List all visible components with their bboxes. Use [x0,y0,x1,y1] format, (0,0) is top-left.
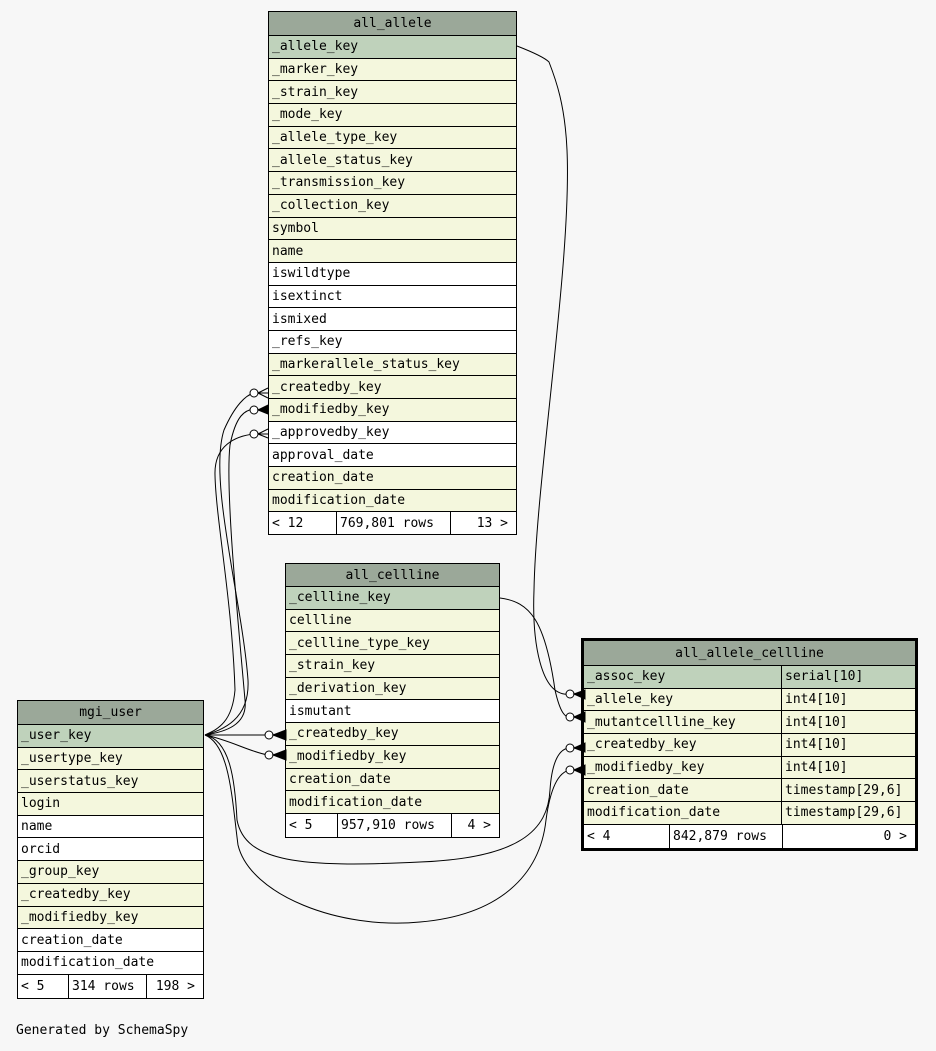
column-type: serial[10] [781,666,915,688]
row-count: 957,910 rows [337,814,451,837]
column-row[interactable] [269,81,516,104]
column-name: approval_date [272,447,374,463]
column-name: creation_date [289,771,391,787]
parent-count[interactable]: < 12 [272,515,304,531]
column-type: int4[10] [781,711,915,733]
column-row[interactable] [18,884,203,907]
column-name: isextinct [272,288,343,304]
column-name: _modifiedby_key [272,402,390,418]
column-row[interactable] [269,36,516,59]
column-name: modification_date [21,955,155,971]
column-row[interactable] [269,104,516,127]
column-name: _allele_key [272,39,359,55]
column-row[interactable] [269,354,516,377]
column-name: _cellline_type_key [289,635,430,651]
child-count[interactable]: 0 > [782,825,915,848]
column-row[interactable] [269,195,516,218]
column-name: _createdby_key [272,379,382,395]
column-row[interactable] [286,791,499,814]
column-row[interactable] [584,734,915,757]
column-type: int4[10] [781,757,915,779]
column-name: _createdby_key [21,887,131,903]
table-title: mgi_user [18,701,203,725]
table-footer [18,975,203,998]
column-type: timestamp[29,6] [781,779,915,801]
column-row[interactable] [286,587,499,610]
column-name: _assoc_key [587,669,666,685]
column-row[interactable] [18,952,203,975]
column-name: _createdby_key [587,737,697,753]
column-row[interactable] [286,746,499,769]
child-count[interactable]: 4 > [451,814,499,837]
table-all-allele[interactable] [268,11,517,535]
column-row[interactable] [286,678,499,701]
parent-count[interactable]: < 5 [289,817,313,833]
column-row[interactable] [584,711,915,734]
link-allele-to-assoc [517,46,570,694]
column-name: creation_date [587,782,689,798]
column-row[interactable] [584,689,915,712]
column-name: symbol [272,220,319,236]
column-row[interactable] [584,779,915,802]
column-name: _strain_key [272,84,359,100]
column-row[interactable] [18,770,203,793]
link-cellline-to-assoc [500,598,572,717]
table-title: all_allele [269,12,516,36]
column-name: modification_date [272,493,406,509]
column-row[interactable] [286,610,499,633]
column-name: creation_date [272,470,374,486]
column-row[interactable] [269,467,516,490]
column-row[interactable] [269,308,516,331]
column-name: _group_key [21,864,100,880]
column-name: _derivation_key [289,681,407,697]
column-row[interactable] [269,399,516,422]
row-count: 842,879 rows [669,825,782,848]
column-type: int4[10] [781,734,915,756]
column-row[interactable] [269,263,516,286]
column-row[interactable] [269,444,516,467]
column-row[interactable] [18,725,203,748]
column-name: _allele_key [587,692,674,708]
row-count: 769,801 rows [336,512,450,534]
column-name: cellline [289,613,352,629]
table-footer [286,814,499,837]
column-row[interactable] [18,793,203,816]
column-name: _transmission_key [272,175,406,191]
column-name: ismixed [272,311,327,327]
column-row[interactable] [18,861,203,884]
column-name: ismutant [289,703,352,719]
column-name: name [272,243,304,259]
link-user-to-cellline-modifiedby [205,735,268,755]
table-footer [269,512,516,534]
column-row[interactable] [286,655,499,678]
table-footer [584,825,915,848]
column-name: _user_key [21,728,92,744]
column-name: _cellline_key [289,590,391,606]
column-name: _modifiedby_key [21,909,139,925]
column-row[interactable] [269,490,516,513]
column-row[interactable] [18,816,203,839]
credit-text: Generated by SchemaSpy [16,1023,189,1038]
column-name: login [21,796,61,812]
table-all-allele-cellline[interactable] [581,638,918,851]
column-row[interactable] [286,632,499,655]
column-name: _marker_key [272,62,359,78]
column-name: _markerallele_status_key [272,356,460,372]
column-row[interactable] [269,331,516,354]
column-row[interactable] [584,757,915,780]
column-row[interactable] [269,286,516,309]
column-row[interactable] [584,802,915,825]
column-name: _modifiedby_key [289,749,407,765]
column-row[interactable] [286,700,499,723]
child-count[interactable]: 198 > [146,975,203,998]
column-row[interactable] [286,769,499,792]
table-title: all_allele_cellline [584,641,915,666]
table-title: all_cellline [286,564,499,587]
column-name: _mutantcellline_key [587,714,736,730]
column-row[interactable] [269,127,516,150]
column-name: _allele_status_key [272,152,413,168]
column-type: timestamp[29,6] [781,802,915,824]
column-row[interactable] [269,172,516,195]
column-row[interactable] [18,838,203,861]
column-name: _createdby_key [289,726,399,742]
link-user-to-allele-createdby [205,393,254,735]
table-all-cellline[interactable] [285,563,500,838]
column-row[interactable] [269,218,516,241]
column-name: _userstatus_key [21,773,139,789]
column-row[interactable] [269,376,516,399]
column-name: iswildtype [272,266,351,282]
column-name: _usertype_key [21,751,123,767]
column-row[interactable] [269,149,516,172]
column-row[interactable] [269,59,516,82]
column-name: orcid [21,841,61,857]
column-row[interactable] [584,666,915,689]
row-count: 314 rows [68,975,146,998]
column-name: _refs_key [272,334,343,350]
column-name: _allele_type_key [272,130,398,146]
column-name: _strain_key [289,658,376,674]
parent-count[interactable]: < 5 [21,978,45,994]
column-type: int4[10] [781,689,915,711]
column-name: name [21,819,53,835]
column-name: _collection_key [272,198,390,214]
column-row[interactable] [286,723,499,746]
column-name: _modifiedby_key [587,760,705,776]
link-user-to-allele-approvedby [205,434,254,735]
child-count[interactable]: 13 > [450,512,516,534]
column-row[interactable] [18,907,203,930]
column-name: _mode_key [272,107,343,123]
column-row[interactable] [269,422,516,445]
link-user-to-allele-modifiedby [205,409,254,735]
column-row[interactable] [18,748,203,771]
column-name: modification_date [289,794,423,810]
column-row[interactable] [269,240,516,263]
parent-count[interactable]: < 4 [587,828,611,844]
table-mgi-user[interactable] [17,700,204,999]
column-name: modification_date [587,805,721,821]
column-row[interactable] [18,929,203,952]
column-name: _approvedby_key [272,425,390,441]
column-name: creation_date [21,932,123,948]
